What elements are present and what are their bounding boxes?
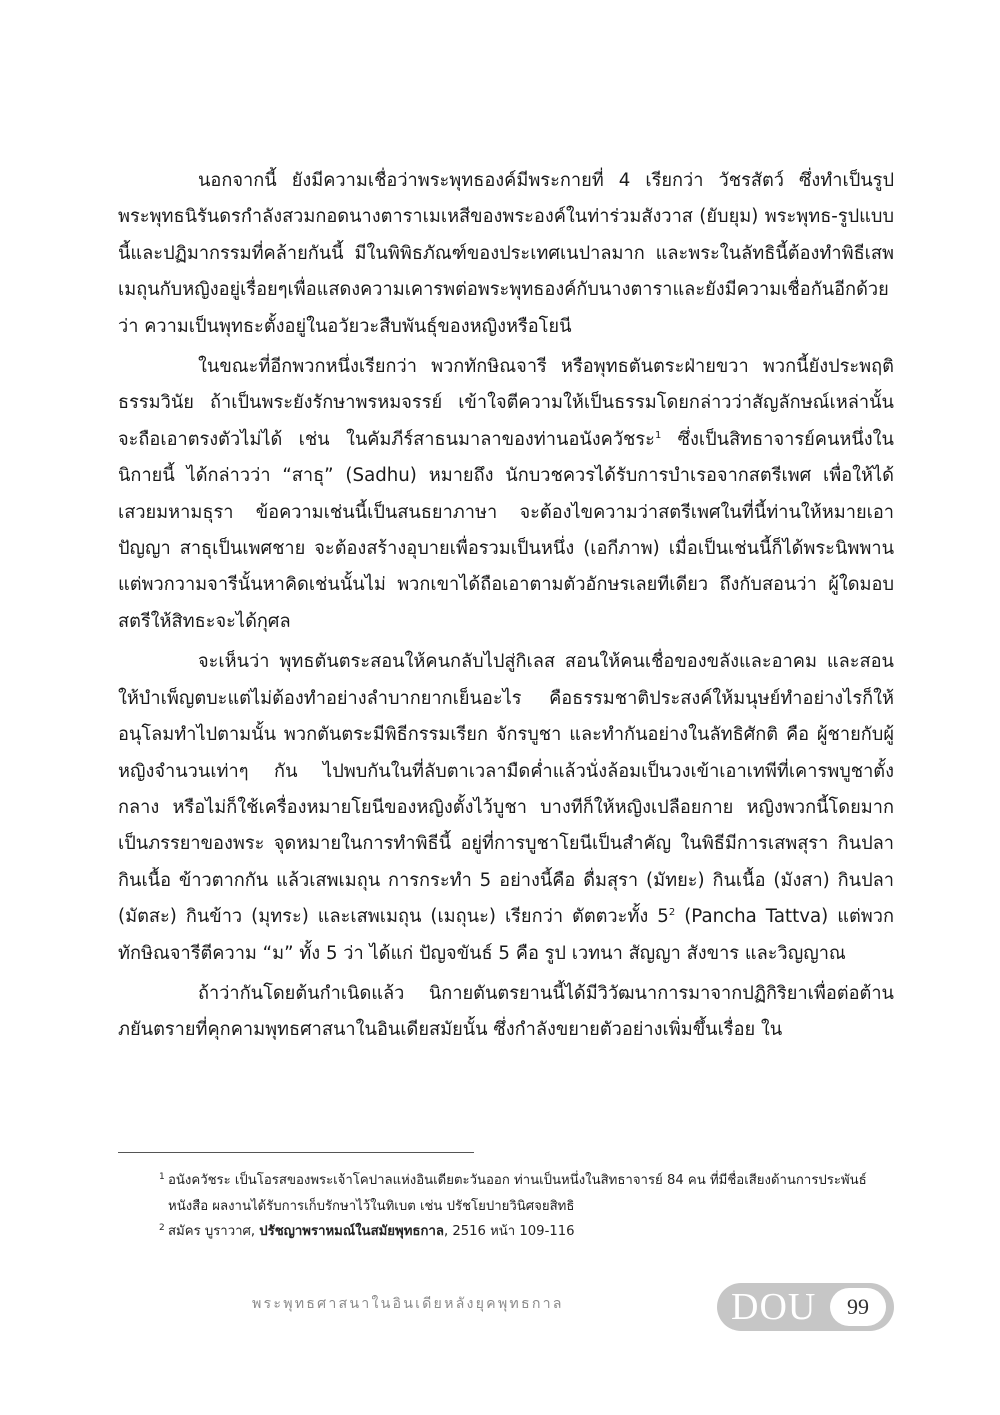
dou-logo-text: DOU [731,1286,817,1328]
paragraph-1 [118,163,894,345]
running-title: พระพุทธศาสนาในอินเดียหลังยุคพุทธกาล [252,1296,564,1312]
footnote-1-number: 1 [159,1172,165,1182]
paragraph-4 [118,976,894,1049]
paragraph-2-text-a: ในขณะที่อีกพวกหนึ่งเรียกว่า พวกทักษิณจารี หรือพุทธตันตระฝ่ายขวา พวกนี้ยังประพฤติธรรมวินัย ถ้าเป็นพระยังรักษาพรหมจรรย์ เข้าใจตีความให้เป็นธรรมโดยกล่าวว่าสัญลักษณ์เหล่านั้น จะถือเอาตรงตัวไม่ได้ เช่น ในคัมภีร์สาธนมาลาของท่านอนังควัชระ [118,356,894,450]
page-number: 99 [847,1294,869,1319]
paragraph-3-text-a: จะเห็นว่า พุทธตันตระสอนให้คนกลับไปสู่กิเลส สอนให้คนเชื่อของขลังและอาคม และสอนให้บำเพ็ญตบะแต่ไม่ต้องทำอย่างลำบากยากเย็นอะไร คือธรรมชาติประสงค์ให้มนุษย์ทำอย่างไรก็ให้อนุโลมทำไปตามนั้น พวกตันตระมีพิธีกรรมเรียก จักรบูชา และทำกันอย่างในลัทธิศักติ คือ ผู้ชายกับผู้หญิงจำนวนเท่าๆ กัน ไปพบกันในที่ลับตาเวลามืดค่ำแล้วนั่งล้อมเป็นวงเข้าเอาเทพีที่เคารพบูชาตั้งกลาง หรือไม่ก็ใช้เครื่องหมายโยนีของหญิงตั้งไว้บูชา บางทีก็ให้หญิงเปลือยกาย หญิงพวกนี้โดยมากเป็นภรรยาของพระ จุดหมายในการทำพิธีนี้ อยู่ที่การบูชาโยนีเป็นสำคัญ ในพิธีมีการเสพสุรา กินปลา กินเนื้อ ข้าวตากกัน แล้วเสพเมถุน การกระทำ 5 อย่างนี้คือ ดื่มสุรา (มัทยะ) กินเนื้อ (มังสา) กินปลา (มัตสะ) กินข้าว (มุทระ) และเสพเมถุน (เมถุนะ) เรียกว่า ตัตตวะทั้ง 5 [118,651,894,928]
footnote-ref-1[interactable]: 1 [654,429,662,441]
dou-badge [717,1283,894,1331]
footnote-ref-2[interactable]: 2 [668,907,676,919]
footnotes [159,1168,888,1245]
paragraph-1-text: นอกจากนี้ ยังมีความเชื่อว่าพระพุทธองค์มีพระกายที่ 4 เรียกว่า วัชรสัตว์ ซึ่งทำเป็นรูปพระพุทธนิรันดรกำลังสวมกอดนางตาราเมเหสีของพระองค์ในท่าร่วมสังวาส (ยับยุม) พระพุทธ-รูปแบบนี้และปฏิมากรรมที่คล้ายกันนี้ มีในพิพิธภัณฑ์ของประเทศเนปาลมาก และพระในลัทธินี้ต้องทำพิธีเสพเมถุนกับหญิงอยู่เรื่อยๆเพื่อแสดงความเคารพต่อพระพุทธองค์กับนางตาราและยังมีความเชื่อกันอีกด้วยว่า ความเป็นพุทธะตั้งอยู่ในอวัยวะสืบพันธุ์ของหญิงหรือโยนี [118,170,894,337]
paragraph-4-text: ถ้าว่ากันโดยต้นกำเนิดแล้ว นิกายตันตรยานนี้ได้มีวิวัฒนาการมาจากปฏิกิริยาเพื่อต่อต้านภยันตรายที่คุกคามพุทธศาสนาในอินเดียสมัยนั้น ซึ่งกำลังขยายตัวอย่างเพิ่มขึ้นเรื่อย ใน [118,982,894,1041]
paragraph-2 [118,349,894,640]
footnote-2-details: , 2516 หน้า 109-116 [443,1224,575,1239]
page-number-circle [830,1288,886,1326]
paragraph-3 [118,644,894,972]
paragraph-2-text-b: ซึ่งเป็นสิทธาจารย์คนหนึ่งในนิกายนี้ ได้กล่าวว่า “สาธุ” (Sadhu) หมายถึง นักบวชควรได้รับการบำเรอจากสตรีเพศ เพื่อให้ได้เสวยมหามธุรา ข้อความเช่นนี้เป็นสนธยาภาษา จะต้องไขความว่าสตรีเพศในที่นี้ท่านให้หมายเอาปัญญา สาธุเป็นเพศชาย จะต้องสร้างอุบายเพื่อรวมเป็นหนึ่ง (เอกีภาพ) เมื่อเป็นเช่นนี้ก็ได้พระนิพพาน แต่พวกวามจารีนั้นหาคิดเช่นนั้นไม่ พวกเขาได้ถือเอาตามตัวอักษรเลยทีเดียว ถึงกับสอนว่า ผู้ใดมอบสตรีให้สิทธะจะได้กุศล [118,428,894,632]
footnote-2 [159,1219,888,1245]
footnote-divider [118,1152,474,1153]
footnote-2-author: สมัคร บูราวาศ, [168,1224,260,1239]
footnote-1-text: อนังควัชระ เป็นโอรสของพระเจ้าโคปาลแห่งอินเดียตะวันออก ท่านเป็นหนึ่งในสิทธาจารย์ 84 คน ที่มีชื่อเสียงด้านการประพันธ์หนังสือ ผลงานได้รับการเก็บรักษาไว้ในทิเบต เช่น ปรัชโยปายวินิศจยสิทธิ [168,1173,867,1214]
body-text [118,163,894,1049]
footnote-2-number: 2 [159,1223,165,1233]
footnote-2-book-title: ปรัชญาพราหมณ์ในสมัยพุทธกาล [259,1224,444,1239]
paragraph-3-text-b: (Pancha Tattva) แต่พวกทักษิณจารีตีความ “ม” ทั้ง 5 ว่า ได้แก่ ปัญจขันธ์ 5 คือ รูป เวทนา สัญญา สังขาร และวิญญาณ [118,906,894,964]
footnote-1 [159,1168,888,1219]
